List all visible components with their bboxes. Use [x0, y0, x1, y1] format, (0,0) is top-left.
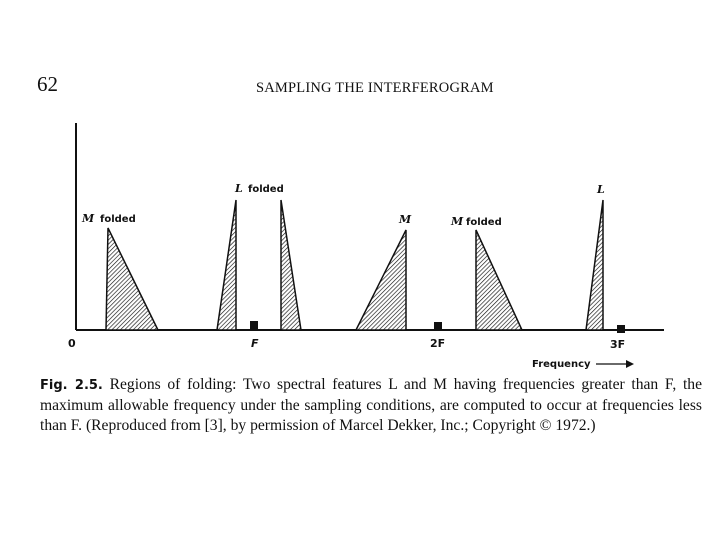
running-head: SAMPLING THE INTERFEROGRAM: [256, 80, 494, 96]
frequency-arrow-head: [626, 360, 634, 368]
3f-label: 3F: [610, 338, 626, 351]
l-original-peak: [586, 200, 603, 330]
caption-text: Regions of folding: Two spectral features L and M having frequencies greater than F, the maximum allowable frequency under the sampling conditions, are computed to occur at frequencies less than F. (Reproduced from [3], by permission of Marcel Dekker, Inc.; Copyright © 1972.): [40, 376, 702, 434]
m-original-letter: M: [399, 213, 412, 226]
figure-caption: [40, 375, 702, 436]
frequency-axis-label: Frequency: [532, 359, 591, 370]
m-folded-left-peak: [106, 228, 158, 330]
m-folded-right-letter: M: [451, 215, 464, 228]
l-folded-peak-a: [217, 200, 236, 330]
l-original-letter: L: [597, 183, 605, 196]
origin-label: 0: [68, 337, 76, 350]
m-folded-right-word: folded: [466, 217, 502, 228]
caption-label: Fig. 2.5.: [40, 378, 103, 393]
2f-marker: [434, 322, 442, 330]
f-label: F: [251, 337, 259, 350]
l-folded-peak-b: [281, 200, 301, 330]
m-folded-left-letter: M: [82, 212, 95, 225]
m-folded-left-word: folded: [100, 214, 136, 225]
3f-marker: [617, 325, 625, 333]
m-original-peak: [356, 230, 406, 330]
m-folded-right-peak: [476, 230, 522, 330]
l-folded-letter: L: [235, 182, 243, 195]
page-number: 62: [37, 72, 58, 96]
l-folded-word: folded: [248, 184, 284, 195]
2f-label: 2F: [430, 337, 446, 350]
f-marker: [250, 321, 258, 329]
